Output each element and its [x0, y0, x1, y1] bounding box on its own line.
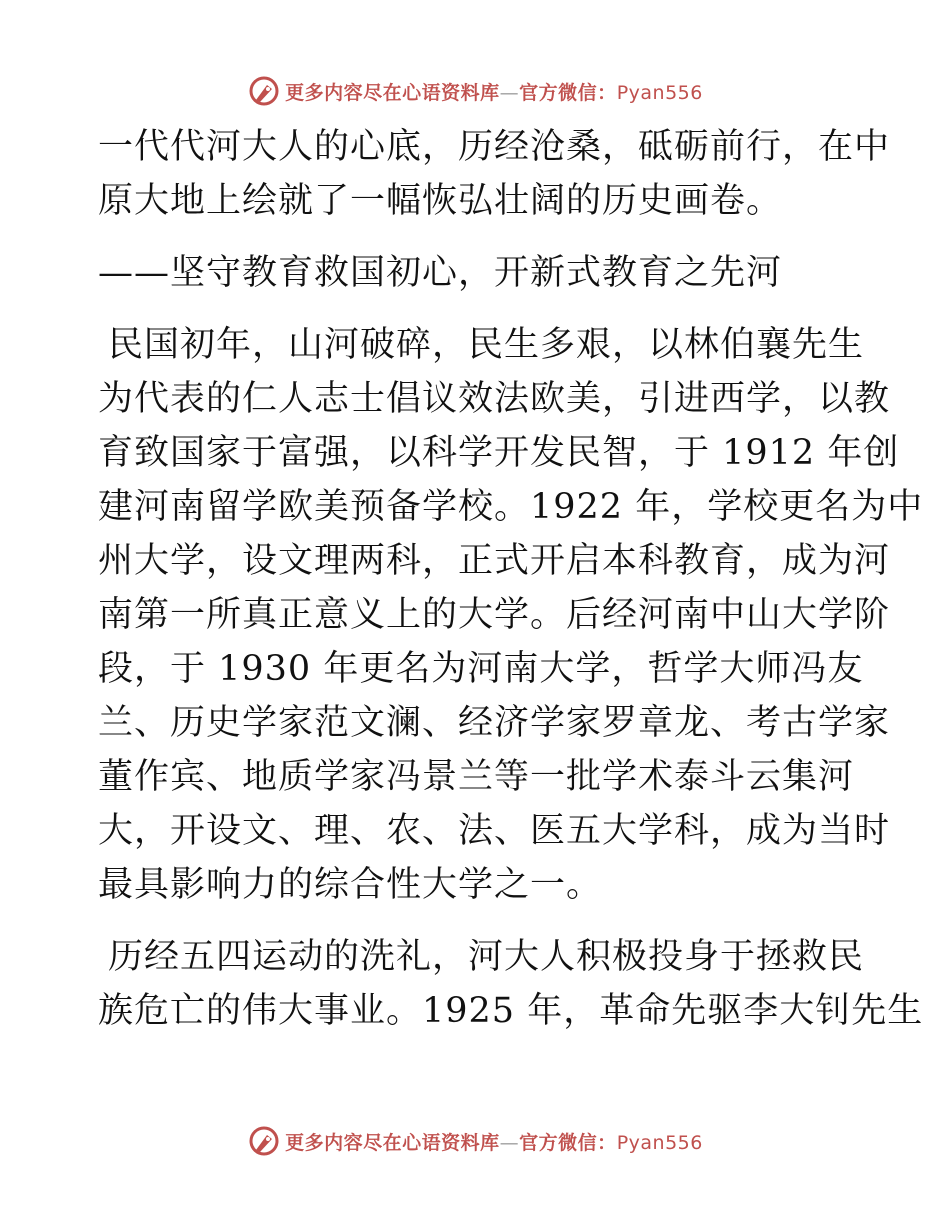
text-line: 建河南留学欧美预备学校。1922 年，学校更名为中: [98, 487, 924, 527]
watermark-wechat-id: Pyan556: [616, 81, 703, 104]
watermark-separator: —: [499, 1131, 520, 1154]
text-line: 一代代河大人的心底，历经沧桑，砥砺前行，在中: [98, 127, 891, 167]
text-line: 董作宾、地质学家冯景兰等一批学术泰斗云集河: [98, 757, 855, 797]
text-line: 州大学，设文理两科，正式开启本科教育，成为河: [98, 541, 891, 581]
text-line: 原大地上绘就了一幅恢弘壮阔的历史画卷。: [98, 181, 783, 221]
text-line: 最具影响力的综合性大学之一。: [98, 865, 603, 905]
text-line: 为代表的仁人志士倡议效法欧美，引进西学，以教: [98, 379, 891, 419]
watermark-text: [285, 78, 703, 105]
paragraph-1: [98, 120, 891, 228]
watermark-text: [285, 1128, 703, 1155]
pen-nib-icon: [247, 74, 281, 108]
footer-watermark: [0, 1121, 950, 1161]
section-heading: ——坚守教育救国初心，开新式教育之先河: [98, 253, 783, 293]
text-line: 育致国家于富强，以科学开发民智，于 1912 年创: [98, 433, 900, 473]
watermark-wechat-id: Pyan556: [616, 1131, 703, 1154]
text-line: 历经五四运动的洗礼，河大人积极投身于拯救民: [108, 937, 865, 977]
text-line: 民国初年，山河破碎，民生多艰，以林伯襄先生: [108, 325, 865, 365]
watermark-official-label: 官方微信：: [519, 81, 617, 104]
header-watermark: [0, 71, 950, 111]
text-line: 南第一所真正意义上的大学。后经河南中山大学阶: [98, 595, 891, 635]
paragraph-2: [98, 318, 924, 912]
watermark-separator: —: [499, 81, 520, 104]
watermark-main-text: 更多内容尽在心语资料库: [285, 81, 500, 104]
watermark-official-label: 官方微信：: [519, 1131, 617, 1154]
text-line: 大，开设文、理、农、法、医五大学科，成为当时: [98, 811, 891, 851]
text-line: 兰、历史学家范文澜、经济学家罗章龙、考古学家: [98, 703, 891, 743]
pen-nib-icon: [247, 1124, 281, 1158]
text-line: 段，于 1930 年更名为河南大学，哲学大师冯友: [98, 649, 864, 689]
watermark-main-text: 更多内容尽在心语资料库: [285, 1131, 500, 1154]
text-line: 族危亡的伟大事业。1925 年，革命先驱李大钊先生: [98, 991, 924, 1031]
paragraph-3: [98, 930, 924, 1038]
document-body: [98, 120, 924, 1038]
